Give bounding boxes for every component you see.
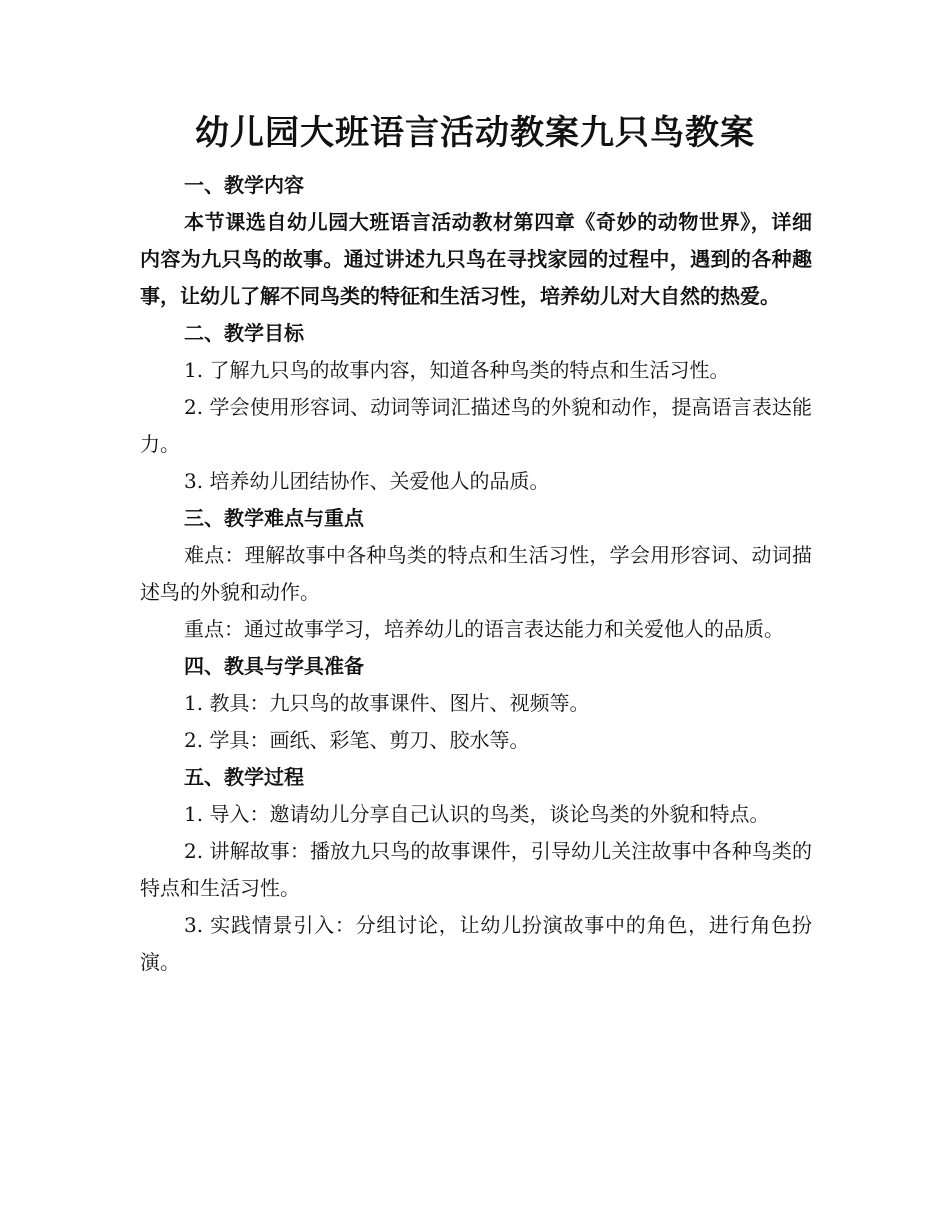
section-teaching-aids [140,648,812,759]
list-item: 3. 培养幼儿团结协作、关爱他人的品质。 [184,469,550,493]
list-item: 2. 讲解故事：播放九只鸟的故事课件，引导幼儿关注故事中各种鸟类的特点和生活习性。 [140,839,812,900]
section-heading: 五、教学过程 [184,765,304,789]
section-paragraph: 本节课选自幼儿园大班语言活动教材第四章《奇妙的动物世界》，详细内容为九只鸟的故事。通过讲述九只鸟在寻找家园的过程中，遇到的各种趣事，让幼儿了解不同鸟类的特征和生活习性，培养幼儿对大自然的热爱。 [140,210,812,308]
list-item: 2. 学会使用形容词、动词等词汇描述鸟的外貌和动作，提高语言表达能力。 [140,395,812,456]
section-heading: 四、教具与学具准备 [184,654,364,678]
section-teaching-content [140,167,812,315]
section-heading: 二、教学目标 [184,321,304,345]
section-paragraph: 重点：通过故事学习，培养幼儿的语言表达能力和关爱他人的品质。 [184,617,784,641]
section-heading: 三、教学难点与重点 [184,506,364,530]
list-item: 1. 了解九只鸟的故事内容，知道各种鸟类的特点和生活习性。 [184,358,730,382]
document-title: 幼儿园大班语言活动教案九只鸟教案 [195,113,755,153]
section-teaching-goals [140,315,812,500]
section-difficulties-and-key-points [140,500,812,648]
list-item: 2. 学具：画纸、彩笔、剪刀、胶水等。 [184,728,530,752]
list-item: 3. 实践情景引入：分组讨论，让幼儿扮演故事中的角色，进行角色扮演。 [140,913,812,974]
section-heading: 一、教学内容 [184,173,304,197]
list-item: 1. 导入：邀请幼儿分享自己认识的鸟类，谈论鸟类的外貌和特点。 [184,802,770,826]
document-body [140,167,812,981]
section-teaching-process [140,759,812,981]
list-item: 1. 教具：九只鸟的故事课件、图片、视频等。 [184,691,590,715]
section-paragraph: 难点：理解故事中各种鸟类的特点和生活习性，学会用形容词、动词描述鸟的外貌和动作。 [140,543,812,604]
